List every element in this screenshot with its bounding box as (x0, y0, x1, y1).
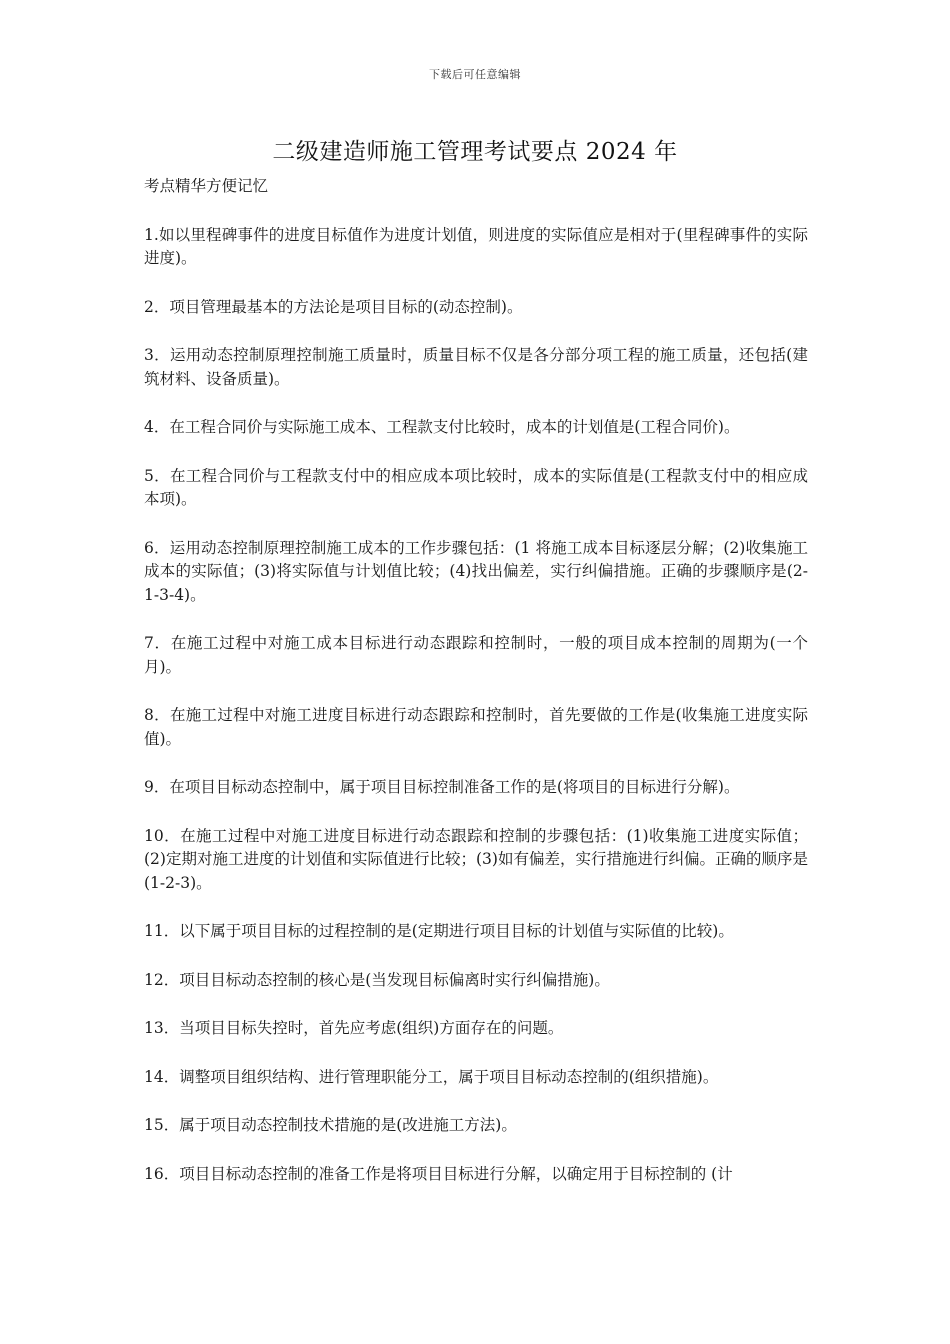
document-subtitle: 考点精华方便记忆 (144, 177, 269, 195)
header-note: 下载后可任意编辑 (429, 68, 521, 81)
list-item: 15．属于项目动态控制技术措施的是(改进施工方法)。 (144, 1116, 517, 1134)
list-item: 11．以下属于项目目标的过程控制的是(定期进行项目目标的计划值与实际值的比较)。 (144, 922, 734, 940)
list-item: 3．运用动态控制原理控制施工质量时，质量目标不仅是各分部分项工程的施工质量，还包括(建筑材料、设备质量)。 (144, 346, 808, 388)
document-body (144, 175, 808, 1211)
list-item: 10．在施工过程中对施工进度目标进行动态跟踪和控制的步骤包括：(1)收集施工进度实际值；(2)定期对施工进度的计划值和实际值进行比较；(3)如有偏差，实行措施进行纠偏。正确的顺序是(1-2-3)。 (144, 826, 808, 892)
document-title: 二级建造师施工管理考试要点 2024 年 (272, 139, 678, 165)
list-item: 6．运用动态控制原理控制施工成本的工作步骤包括：(1 将施工成本目标逐层分解；(2)收集施工成本的实际值；(3)将实际值与计划值比较；(4)找出偏差，实行纠偏措施。正确的步骤顺序是(2-1-3-4)。 (144, 538, 808, 604)
list-item: 12．项目目标动态控制的核心是(当发现目标偏离时实行纠偏措施)。 (144, 970, 610, 989)
list-item: 16．项目目标动态控制的准备工作是将项目目标进行分解，以确定用于目标控制的 (计 (144, 1164, 733, 1183)
list-item: 4．在工程合同价与实际施工成本、工程款支付比较时，成本的计划值是(工程合同价)。 (144, 418, 740, 436)
list-item: 14．调整项目组织结构、进行管理职能分工，属于项目目标动态控制的(组织措施)。 (144, 1067, 719, 1086)
list-item: 8．在施工过程中对施工进度目标进行动态跟踪和控制时，首先要做的工作是(收集施工进度实际值)。 (144, 706, 808, 748)
list-item: 9．在项目目标动态控制中，属于项目目标控制准备工作的是(将项目的目标进行分解)。 (144, 778, 740, 796)
list-item: 1.如以里程碑事件的进度目标值作为进度计划值，则进度的实际值应是相对于(里程碑事件的实际进度)。 (144, 225, 808, 267)
list-item: 5．在工程合同价与工程款支付中的相应成本项比较时，成本的实际值是(工程款支付中的相应成本项)。 (144, 466, 808, 508)
list-item: 7．在施工过程中对施工成本目标进行动态跟踪和控制时，一般的项目成本控制的周期为(一个月)。 (144, 634, 808, 676)
list-item: 13．当项目目标失控时，首先应考虑(组织)方面存在的问题。 (144, 1019, 564, 1037)
list-item: 2．项目管理最基本的方法论是项目目标的(动态控制)。 (144, 297, 523, 316)
